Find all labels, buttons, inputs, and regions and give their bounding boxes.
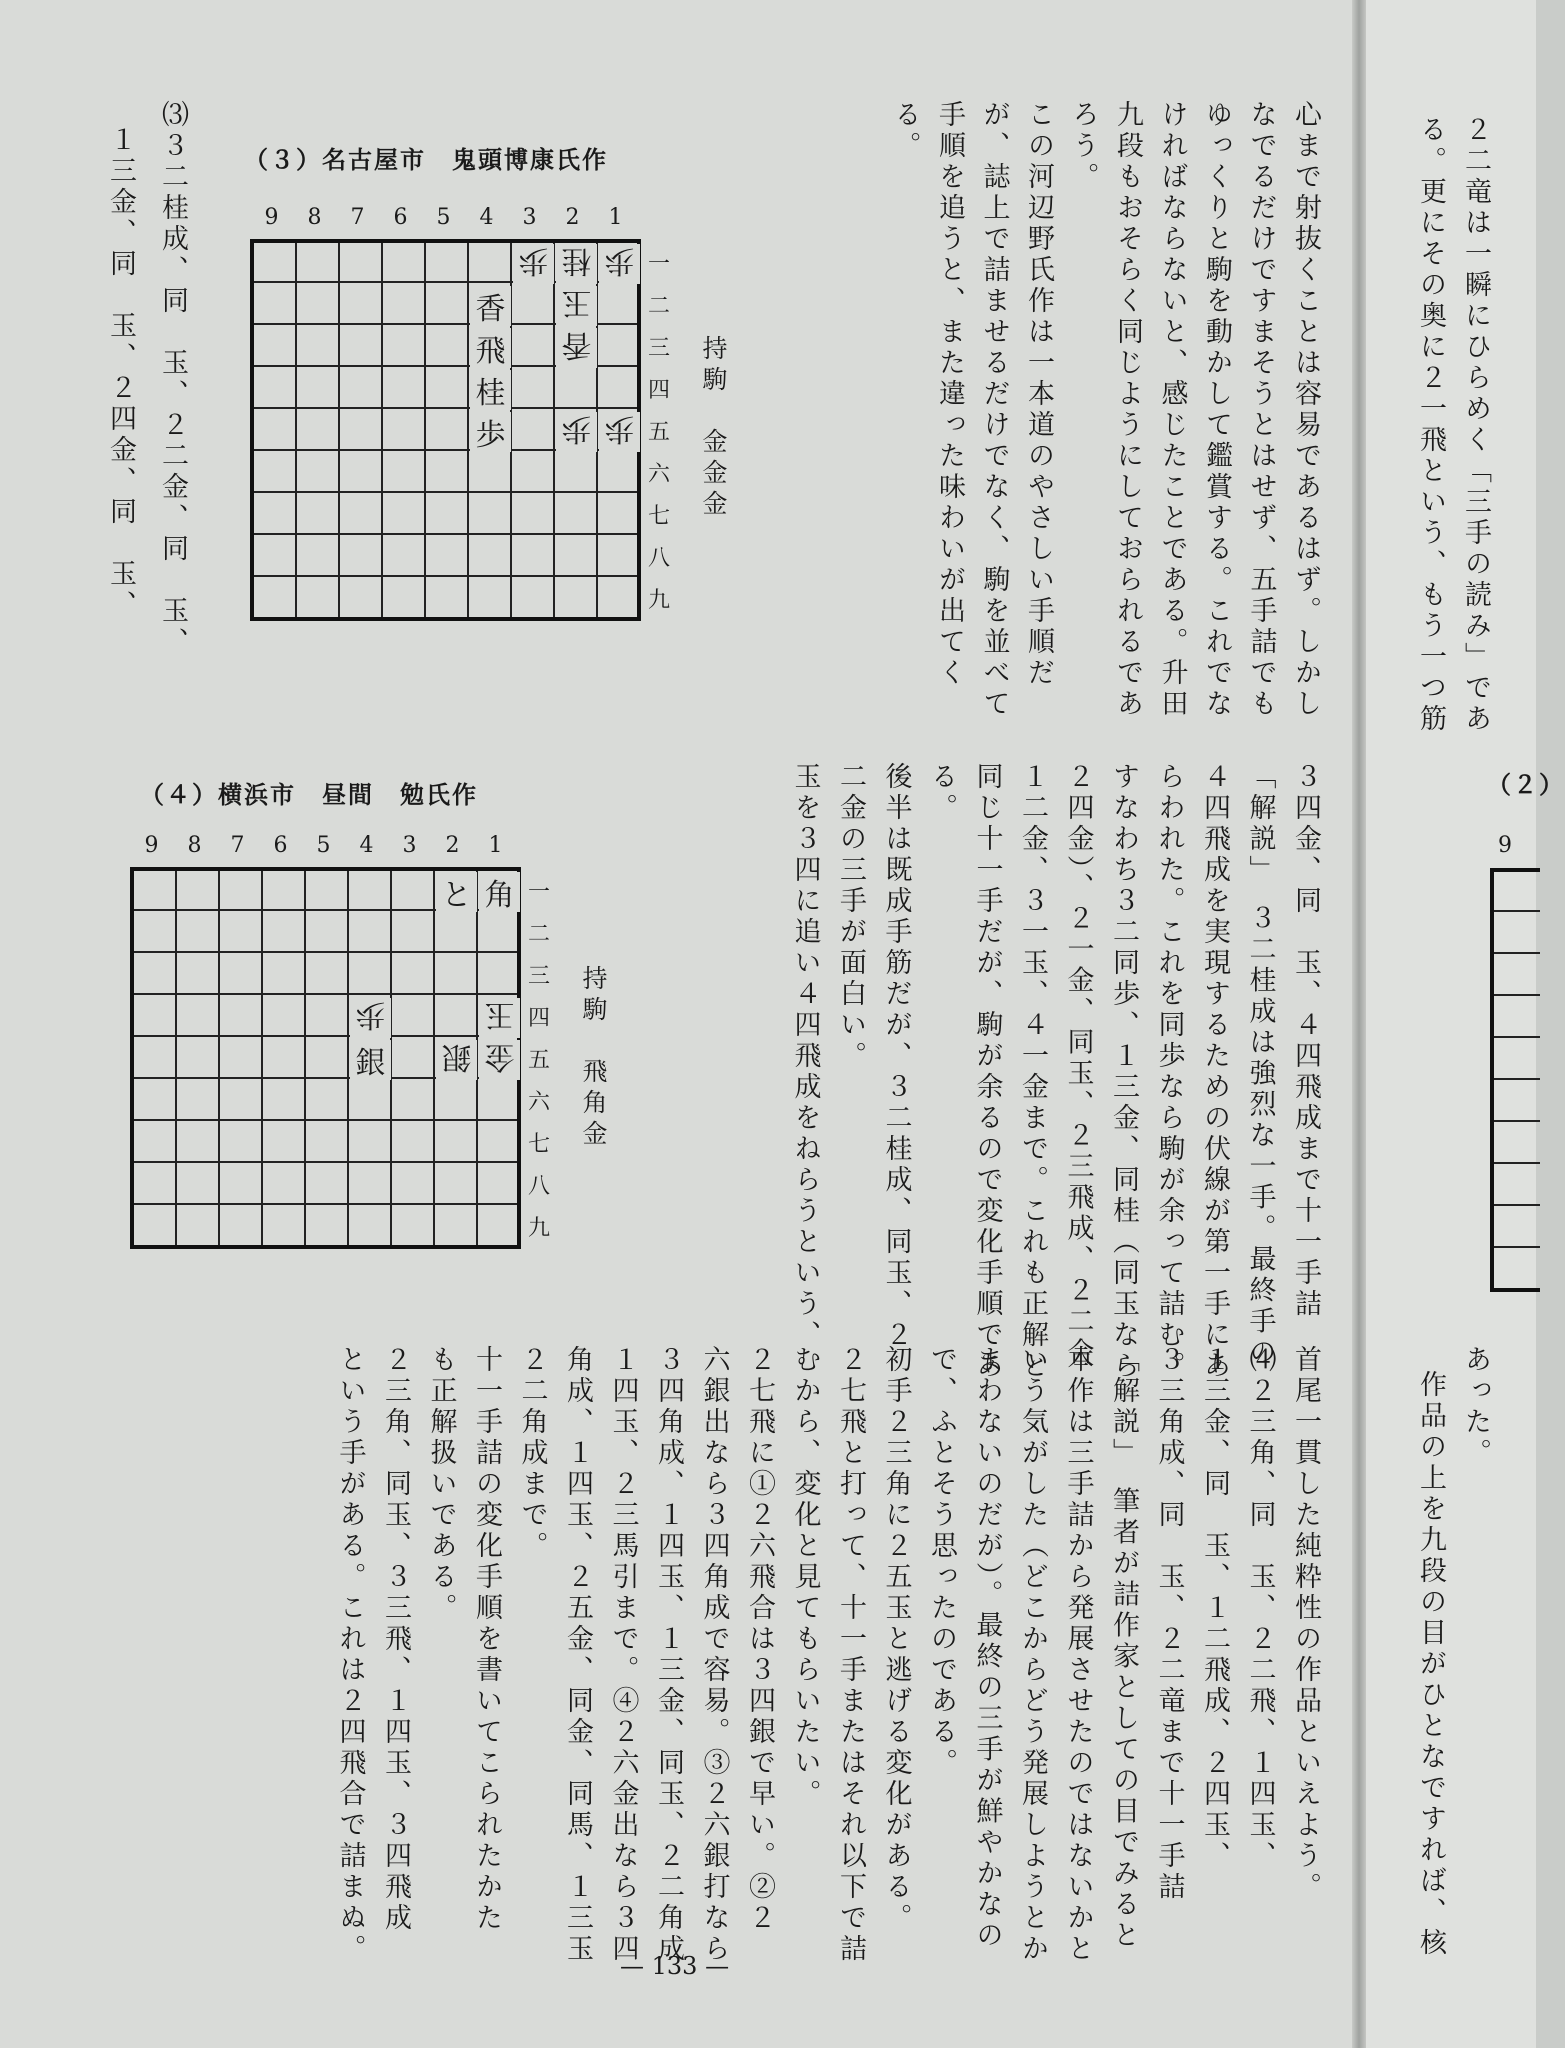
top-text-line: 九段もおそらく同じようにしておられるであ <box>1112 100 1143 720</box>
right-page-column-4: 作品の上を九段の目がひとなですれば、核 <box>1415 1370 1446 1959</box>
board-file-label: 5 <box>316 833 331 858</box>
shogi-piece: 香 <box>556 328 597 368</box>
top-text-line: ければならないと、感じたことである。升田 <box>1156 100 1188 720</box>
bottom-text-line: ３四角成、１四玉、１三金、同玉、２二角成 <box>653 1345 684 1965</box>
board-file-label: 9 <box>264 205 279 230</box>
right-page-column-3: あった。 <box>1460 1345 1491 1469</box>
middle-text-line: る。 <box>926 762 957 824</box>
board-file-label: 7 <box>350 205 365 230</box>
bottom-text-line: ２二角成まで。 <box>516 1345 548 1562</box>
right-page-file-label: 9 <box>1498 833 1512 858</box>
board-file-label: 2 <box>445 833 460 858</box>
bottom-text-line: ２七飛と打って、十一手またはそれ以下で詰 <box>835 1345 866 1965</box>
board-file-label: 8 <box>307 205 322 230</box>
shogi-piece: 桂 <box>556 244 597 284</box>
board-rank-label: 五 <box>527 1048 550 1073</box>
shogi-piece: 飛 <box>470 328 511 368</box>
bottom-text-line: １三金、同 玉、１二飛成、２四玉、 <box>1199 1345 1230 1872</box>
shogi-piece: 香 <box>470 286 511 326</box>
bottom-text-line: で、ふとそう思ったのである。 <box>926 1345 957 1779</box>
board-file-label: 4 <box>479 205 494 230</box>
middle-text-line: 玉を３四に追い４四飛成をねらうという、 <box>789 762 821 1351</box>
board-file-label: 7 <box>230 833 245 858</box>
middle-text-line: 後半は既成手筋だが、３二桂成、同玉、２ <box>880 762 912 1351</box>
right-page-column-1: ２二竜は一瞬にひらめく「三手の読み」であ <box>1460 115 1491 735</box>
top-text-line: 心まで射抜くことは容易であるはず。しかし <box>1290 100 1321 720</box>
board-rank-label: 二 <box>647 294 670 319</box>
right-page-column-2: る。更にその奥に２一飛という、もう一つ筋 <box>1415 115 1446 735</box>
bottom-text-line: 六銀出なら３四角成で容易。③２六銀打なら <box>698 1345 730 1965</box>
top-text-line: が、誌上で詰ませるだけでなく、駒を並べて <box>978 100 1010 720</box>
board-file-label: 1 <box>488 833 503 858</box>
board-rank-label: 八 <box>527 1174 550 1199</box>
right-page-board-fragment <box>1490 868 1540 1292</box>
shogi-piece: 歩 <box>513 244 554 284</box>
top-text-line: ろう。 <box>1067 100 1099 193</box>
shogi-piece: 玉 <box>479 998 520 1038</box>
top-text-line: なでるだけですまそうとはせず、五手詰でも <box>1245 100 1277 720</box>
board-rank-label: 三 <box>527 964 550 989</box>
board-file-label: 1 <box>608 205 623 230</box>
middle-text-line: １二金、３一玉、４一金まで。これも正解と <box>1017 762 1048 1382</box>
bottom-text-line: 十一手詰の変化手順を書いてこられたかた <box>471 1345 502 1934</box>
shogi-piece: 金 <box>479 1040 520 1080</box>
bottom-text-line: 初手２三角に２五玉と逃げる変化がある。 <box>880 1345 912 1934</box>
middle-text-line: 同じ十一手だが、駒が余るので変化手順であ <box>971 762 1003 1382</box>
bottom-text-line: という手がある。これは２四飛合で詰まぬ。 <box>334 1345 366 1965</box>
board-file-label: 5 <box>436 205 451 230</box>
book-spine <box>1352 0 1366 2048</box>
board-rank-label: 六 <box>647 462 670 487</box>
shogi-piece: 銀 <box>350 1040 391 1080</box>
board-rank-label: 八 <box>647 546 670 571</box>
middle-text-line: らわれた。これを同歩なら駒が余って詰む。 <box>1153 762 1185 1382</box>
shogi-piece: 歩 <box>599 412 640 452</box>
board-rank-label: 七 <box>527 1132 550 1157</box>
middle-text-line: ３四金、同 玉、４四飛成まで十一手詰 <box>1290 762 1321 1320</box>
board-grid <box>130 867 521 1249</box>
problem-3-hand-pieces: 持駒 金金金 <box>699 335 728 521</box>
bottom-text-line: も正解扱いである。 <box>425 1345 457 1624</box>
board-rank-label: 一 <box>527 880 550 905</box>
shogi-piece: 玉 <box>556 286 597 326</box>
bottom-text-line: ２三角、同玉、３三飛、１四玉、３四飛成 <box>380 1345 411 1934</box>
problem-4-title: （４）横浜市 昼間 勉氏作 <box>140 781 478 809</box>
middle-text-line: 「解説」 ３二桂成は強烈な一手。最終手の <box>1244 762 1276 1369</box>
page-number: — 133 — <box>620 1952 730 1980</box>
top-text-line: ゆっくりと駒を動かして鑑賞する。これでな <box>1201 100 1232 720</box>
board-file-label: 9 <box>144 833 159 858</box>
shogi-piece: 歩 <box>470 412 511 452</box>
board-file-label: 6 <box>393 205 408 230</box>
problem-4-hand-pieces: 持駒 飛角金 <box>579 965 608 1151</box>
bottom-text-line: 本作は三手詰から発展させたのではないかと <box>1062 1345 1094 1965</box>
top-text-line: 手順を追うと、また違った味わいが出てく <box>934 100 965 689</box>
board-file-label: 2 <box>565 205 580 230</box>
board-grid <box>250 239 641 621</box>
board-rank-label: 二 <box>527 922 550 947</box>
board-file-label: 4 <box>359 833 374 858</box>
bottom-text-line: ⑷２三角、同 玉、２二飛、１四玉、 <box>1244 1345 1276 1872</box>
shogi-piece: 桂 <box>470 370 511 410</box>
bottom-text-line: いう気がした（どこからどう発展しようとか <box>1017 1345 1048 1965</box>
board-rank-label: 九 <box>647 588 670 613</box>
problem-3-answer-line-1: ⑶３二桂成、同 玉、２二金、同 玉、 <box>157 100 188 658</box>
middle-text-line: 二金の三手が面白い。 <box>835 762 866 1072</box>
shogi-piece: 銀 <box>436 1040 477 1080</box>
shogi-piece: 角 <box>479 872 520 912</box>
problem-3-answer-line-2: １三金、同 玉、２四金、同 玉、 <box>105 125 136 621</box>
bottom-text-line: ２七飛に①２六飛合は３四銀で早い。②２ <box>744 1345 775 1934</box>
bottom-text-line: １四玉、２三馬引まで。④２六金出なら３四 <box>607 1345 639 1965</box>
bottom-text-line: 角成、１四玉、２五金、同金、同馬、１三玉 <box>562 1345 593 1965</box>
top-text-line: この河辺野氏作は一本道のやさしい手順だ <box>1023 100 1054 689</box>
board-file-label: 8 <box>187 833 202 858</box>
top-text-line: る。 <box>889 100 921 162</box>
shogi-piece: 歩 <box>556 412 597 452</box>
board-rank-label: 四 <box>647 378 670 403</box>
bottom-text-line: ３三角成、同 玉、２二竜まで十一手詰 <box>1153 1345 1185 1903</box>
board-rank-label: 一 <box>647 252 670 277</box>
board-rank-label: 七 <box>647 504 670 529</box>
bottom-text-line: 首尾一貫した純粋性の作品といえよう。 <box>1290 1345 1321 1903</box>
shogi-piece: 歩 <box>350 998 391 1038</box>
shogi-piece: 歩 <box>599 244 640 284</box>
shogi-piece: と <box>436 872 477 912</box>
board-rank-label: 五 <box>647 420 670 445</box>
board-file-label: 3 <box>402 833 417 858</box>
board-rank-label: 四 <box>527 1006 550 1031</box>
middle-text-line: すなわち３二同歩、１三金、同桂（同玉なら <box>1108 762 1139 1382</box>
right-page-problem-label: （２） <box>1487 771 1565 799</box>
board-rank-label: 六 <box>527 1090 550 1115</box>
bottom-text-line: まわないのだが）。最終の三手が鮮やかなの <box>971 1345 1003 1952</box>
bottom-text-line: 「解説」 筆者が詰作家としての目でみると <box>1108 1345 1139 1952</box>
middle-text-line: ４四飛成を実現するための伏線が第一手にあ <box>1199 762 1230 1382</box>
board-file-label: 3 <box>522 205 537 230</box>
board-rank-label: 三 <box>647 336 670 361</box>
board-rank-label: 九 <box>527 1216 550 1241</box>
board-file-label: 6 <box>273 833 288 858</box>
problem-3-title: （３）名古屋市 鬼頭博康氏作 <box>244 146 608 174</box>
bottom-text-line: むから、変化と見てもらいたい。 <box>789 1345 821 1810</box>
middle-text-line: ２四金）、２一金、同玉、２三飛成、２二合 <box>1062 762 1094 1369</box>
